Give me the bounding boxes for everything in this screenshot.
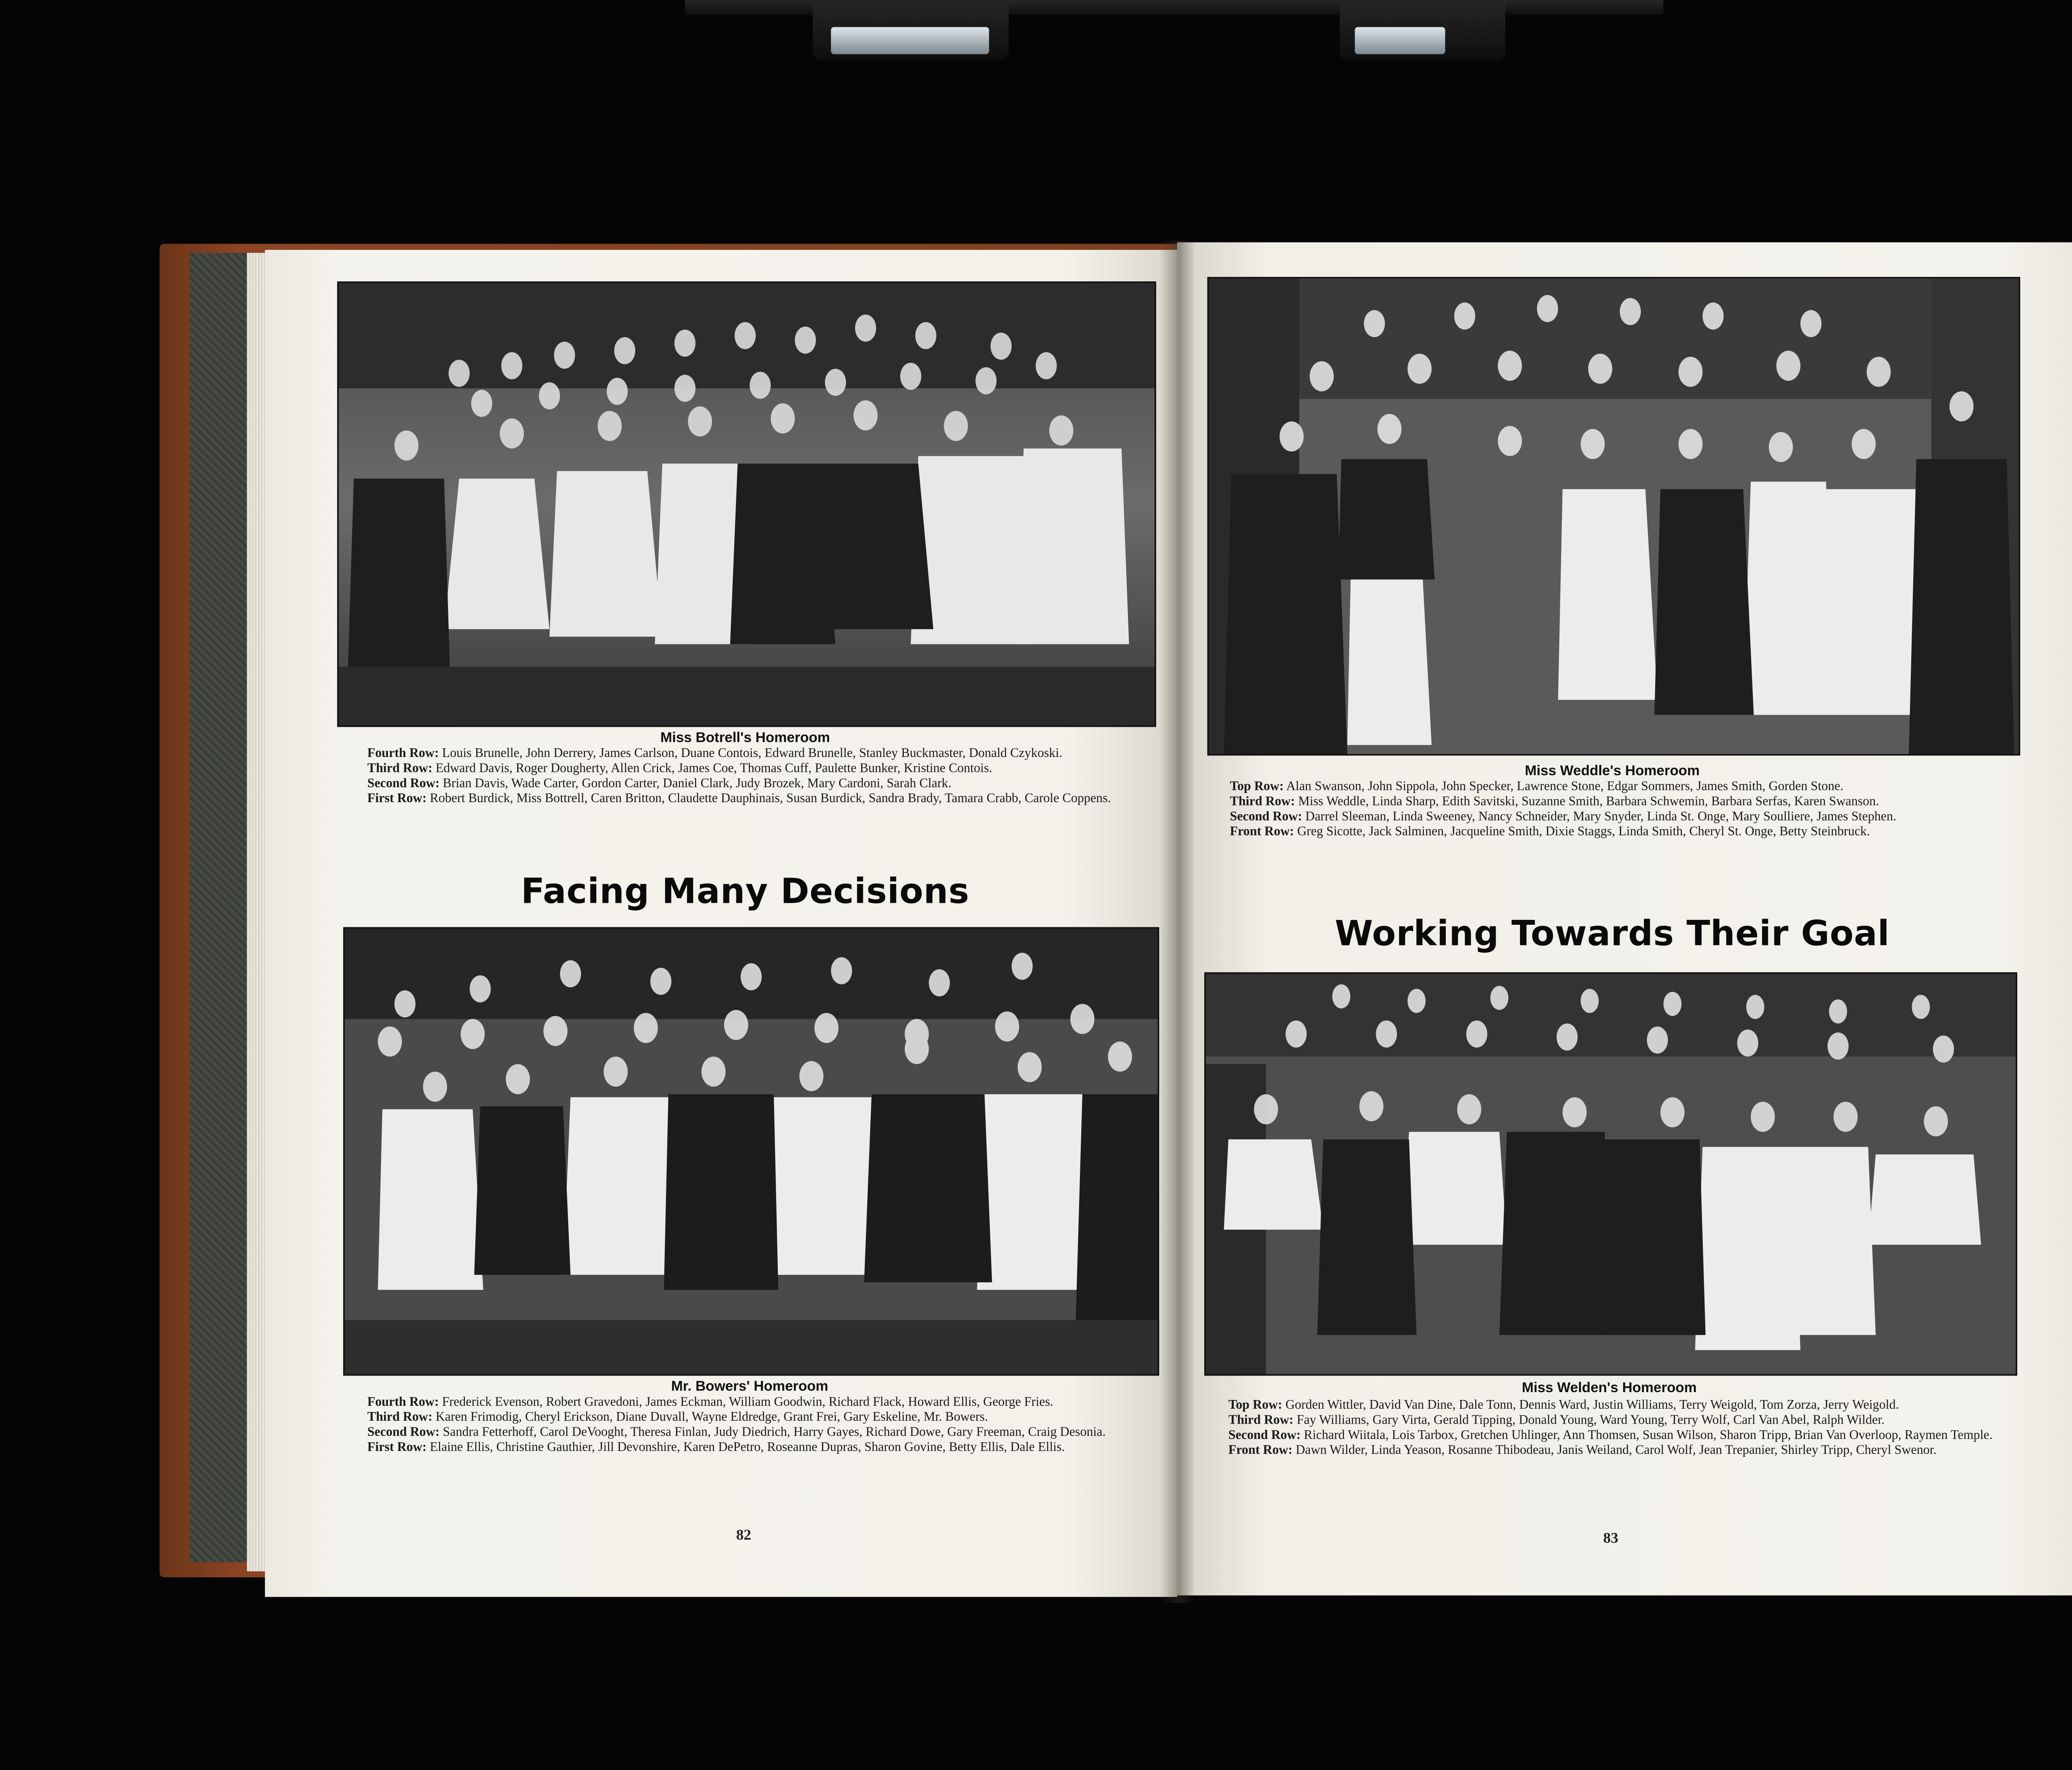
caption-title: Mr. Bowers' Homeroom — [671, 1377, 828, 1394]
row-label: Top Row: — [1228, 1397, 1283, 1412]
name-row — [343, 1410, 1156, 1425]
row-label: Fourth Row: — [367, 745, 439, 760]
name-row — [1206, 810, 2016, 825]
book-spine-cloth-left — [190, 253, 250, 1562]
name-row — [343, 1395, 1156, 1410]
row-names: Gorden Wittler, David Van Dine, Dale Tonn, Dennis Ward, Justin Williams, Terry Weigold, Tom Zorza, Jerry Weigold. — [1285, 1397, 1899, 1412]
name-row — [343, 1425, 1156, 1440]
row-names: Greg Sicotte, Jack Salminen, Jacqueline Smith, Dixie Staggs, Linda Smith, Cheryl St. Onge, Betty Steinbruck. — [1297, 823, 1870, 838]
row-label: Fourth Row: — [367, 1393, 439, 1409]
row-names: Sandra Fetterhoff, Carol DeVooght, Theresa Finlan, Judy Diedrich, Harry Gayes, Richard Dowe, Gary Freeman, Craig Desonia. — [443, 1423, 1106, 1439]
name-row — [343, 1440, 1156, 1455]
row-label: Second Row: — [1228, 1427, 1301, 1442]
row-names: Elaine Ellis, Christine Gauthier, Jill Devonshire, Karen DePetro, Roseanne Dupras, Sharon Govine, Betty Ellis, Dale Ellis. — [430, 1438, 1065, 1454]
caption-title: Miss Weddle's Homeroom — [1525, 762, 1700, 779]
class-photo-bowers-homeroom — [343, 927, 1159, 1376]
row-label: Third Row: — [1230, 793, 1295, 808]
row-names: Edward Davis, Roger Dougherty, Allen Crick, James Coe, Thomas Cuff, Paulette Bunker, Kristine Contois. — [436, 760, 992, 775]
row-names: Fay Williams, Gary Virta, Gerald Tipping, Donald Young, Ward Young, Terry Wolf, Carl Van Abel, Ralph Wilder. — [1297, 1412, 1885, 1427]
row-label: Front Row: — [1230, 823, 1294, 838]
row-names: Robert Burdick, Miss Bottrell, Caren Britton, Claudette Dauphinais, Susan Burdick, Sandra Brady, Tamara Crabb, Carole Coppens. — [430, 790, 1111, 805]
name-row — [343, 776, 1156, 791]
page-number-right: 83 — [1603, 1531, 1619, 1548]
row-names: Karen Frimodig, Cheryl Erickson, Diane Duvall, Wayne Eldredge, Grant Frei, Gary Eskeline, Mr. Bowers. — [436, 1408, 988, 1424]
row-label: Second Row: — [367, 775, 440, 790]
row-label: First Row: — [367, 1438, 427, 1454]
name-list-welden — [1204, 1398, 2014, 1458]
row-names: Louis Brunelle, John Derrery, James Carlson, Duane Contois, Edward Brunelle, Stanley Buckmaster, Donald Czykoski. — [442, 745, 1063, 760]
lamp-light-right — [1355, 27, 1445, 54]
page-number-left: 82 — [736, 1528, 751, 1545]
name-row — [1204, 1443, 2014, 1458]
row-label: Third Row: — [1228, 1412, 1294, 1427]
page-gutter — [1159, 241, 1195, 1603]
row-label: Top Row: — [1230, 778, 1284, 793]
name-row — [343, 747, 1156, 762]
class-photo-botrell-homeroom — [337, 281, 1156, 727]
row-names: Brian Davis, Wade Carter, Gordon Carter, Daniel Clark, Judy Brozek, Mary Cardoni, Sarah Clark. — [443, 775, 951, 790]
name-row — [1204, 1413, 2014, 1428]
row-names: Miss Weddle, Linda Sharp, Edith Savitski, Suzanne Smith, Barbara Schwemin, Barbara Serfas, Karen Swanson. — [1298, 793, 1879, 808]
name-list-weddle — [1206, 780, 2016, 839]
headline-right: Working Towards Their Goal — [1335, 915, 1890, 955]
name-row — [1206, 825, 2016, 839]
class-photo-welden-homeroom — [1204, 972, 2017, 1376]
row-label: Front Row: — [1228, 1441, 1293, 1457]
row-label: First Row: — [367, 790, 427, 805]
name-row — [343, 762, 1156, 776]
name-list-botrell — [343, 747, 1156, 806]
row-label: Third Row: — [367, 760, 433, 775]
name-list-bowers — [343, 1395, 1156, 1455]
caption-title: Miss Botrell's Homeroom — [660, 728, 830, 745]
class-photo-weddle-homeroom — [1207, 277, 2020, 755]
row-names: Frederick Evenson, Robert Gravedoni, James Eckman, William Goodwin, Richard Flack, Howard Ellis, George Fries. — [442, 1393, 1053, 1409]
row-names: Richard Wiitala, Lois Tarbox, Gretchen Uhlinger, Ann Thomsen, Susan Wilson, Sharon Tripp, Brian Van Overloop, Raymen Temple. — [1304, 1427, 1993, 1442]
name-row — [1204, 1428, 2014, 1443]
caption-title: Miss Welden's Homeroom — [1522, 1378, 1697, 1395]
name-row — [1206, 795, 2016, 810]
row-label: Third Row: — [367, 1408, 433, 1424]
name-row — [343, 791, 1156, 806]
row-label: Second Row: — [367, 1423, 440, 1439]
row-names: Darrel Sleeman, Linda Sweeney, Nancy Schneider, Mary Snyder, Linda St. Onge, Mary Soulliere, James Stephen. — [1305, 808, 1896, 823]
row-names: Dawn Wilder, Linda Yeason, Rosanne Thibodeau, Janis Weiland, Carol Wolf, Jean Trepanier, Shirley Tripp, Cheryl Swenor. — [1295, 1441, 1936, 1457]
name-row — [1204, 1398, 2014, 1413]
row-names: Alan Swanson, John Sippola, John Specker, Lawrence Stone, Edgar Sommers, James Smith, Gorden Stone. — [1286, 778, 1844, 793]
row-label: Second Row: — [1230, 808, 1302, 823]
lamp-light-left — [831, 27, 989, 54]
headline-left: Facing Many Decisions — [521, 873, 970, 912]
name-row — [1206, 780, 2016, 795]
